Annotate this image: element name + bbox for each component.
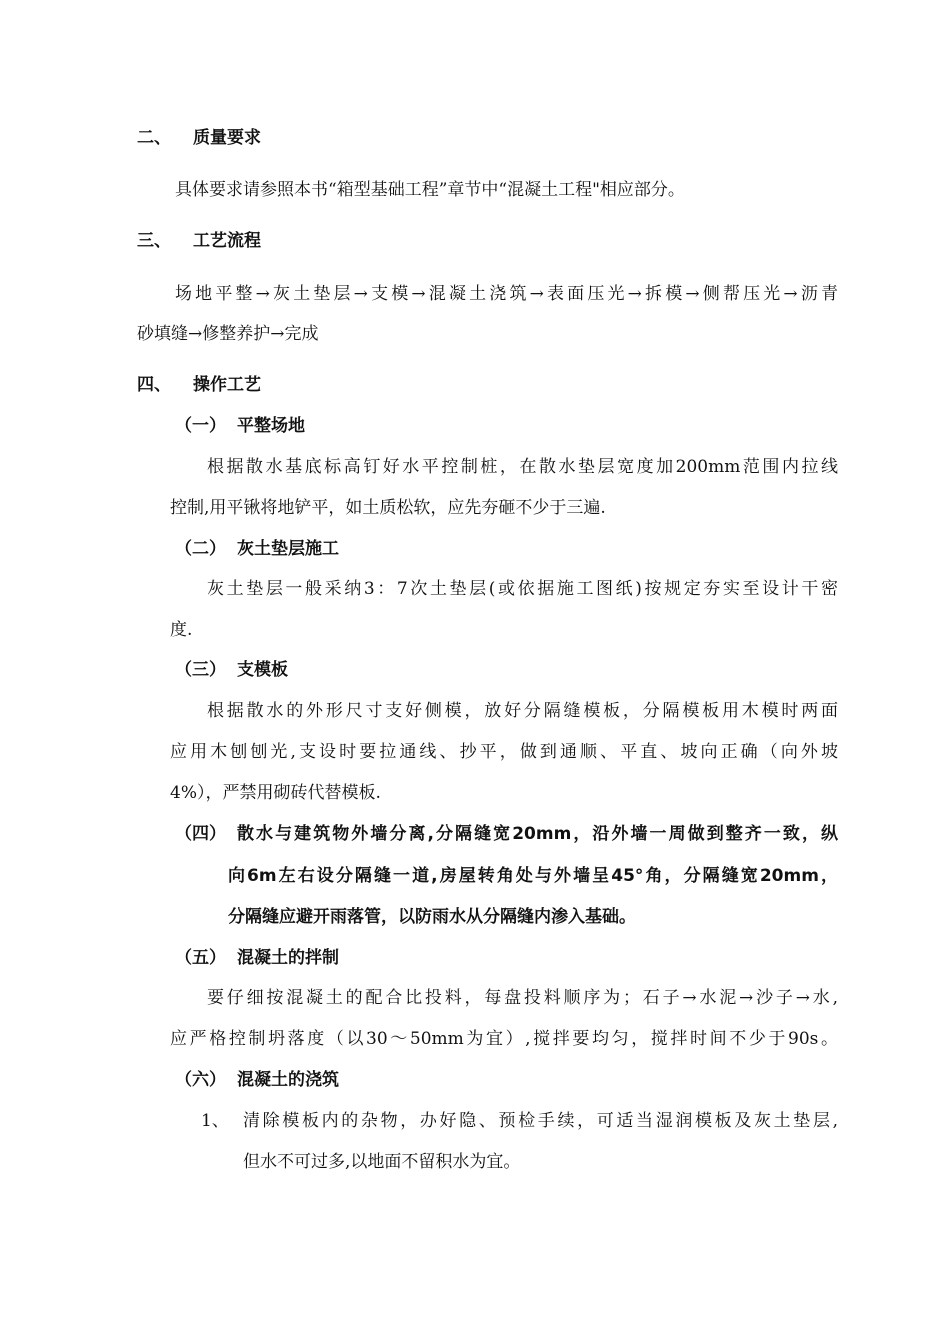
subsection-number: （一）: [175, 416, 226, 436]
section-number: 四、: [137, 375, 171, 395]
list-item-number: 1、: [201, 1111, 229, 1131]
paragraph-cushion-line2: 度.: [170, 620, 193, 640]
subsection-title: 支模板: [237, 660, 288, 680]
paragraph-leveling-line1: 根据散水基底标高钉好水平控制桩，在散水垫层宽度加200mm范围内拉线: [207, 457, 838, 477]
paragraph-process-line2: 砂填缝→修整养护→完成: [137, 324, 319, 344]
paragraph-process-line1: 场地平整→灰土垫层→支模→混凝土浇筑→表面压光→拆模→侧帮压光→沥青: [175, 284, 838, 304]
list-item-pouring-line1: 清除模板内的杂物，办好隐、预检手续，可适当湿润模板及灰土垫层,: [243, 1111, 838, 1131]
paragraph-leveling-line2: 控制,用平锹将地铲平，如土质松软，应先夯砸不少于三遍.: [170, 498, 606, 518]
section-number: 三、: [137, 231, 171, 251]
paragraph-mixing-line2: 应严格控制坍落度（以30～50mm为宜）,搅拌要均匀，搅拌时间不少于90s。: [170, 1029, 838, 1049]
paragraph-quality: 具体要求请参照本书“箱型基础工程”章节中“混凝土工程"相应部分。: [175, 180, 685, 200]
subsection-title: 灰土垫层施工: [237, 539, 339, 559]
subsection-title: 平整场地: [237, 416, 305, 436]
subsection-number: （五）: [175, 948, 226, 968]
section-title: 工艺流程: [193, 231, 261, 251]
subsection-number: （六）: [175, 1070, 226, 1090]
paragraph-formwork-line3: 4%），严禁用砌砖代替模板.: [170, 783, 381, 803]
section-title: 质量要求: [193, 128, 261, 148]
subsection-heading-pouring: [175, 1068, 339, 1092]
section-heading-quality: [137, 126, 261, 150]
subsection-number-separation: （四）: [175, 824, 226, 844]
section-title: 操作工艺: [193, 375, 261, 395]
subsection-heading-formwork: [175, 658, 288, 682]
subsection-heading-cushion: [175, 537, 339, 561]
paragraph-formwork-line1: 根据散水的外形尺寸支好侧模，放好分隔缝模板，分隔模板用木模时两面: [207, 701, 838, 721]
paragraph-mixing-line1: 要仔细按混凝土的配合比投料，每盘投料顺序为；石子→水泥→沙子→水,: [207, 988, 838, 1008]
paragraph-separation-line3: 分隔缝应避开雨落管，以防雨水从分隔缝内渗入基础。: [228, 907, 636, 927]
subsection-heading-mixing: [175, 946, 339, 970]
section-heading-process: [137, 229, 261, 253]
section-heading-operation: [137, 373, 261, 397]
paragraph-cushion-line1: 灰土垫层一般采纳3：7次土垫层(或依据施工图纸)按规定夯实至设计干密: [207, 579, 838, 599]
section-number: 二、: [137, 128, 171, 148]
paragraph-formwork-line2: 应用木刨刨光,支设时要拉通线、抄平，做到通顺、平直、坡向正确（向外坡: [170, 742, 838, 762]
list-item-pouring-line2: 但水不可过多,以地面不留积水为宜。: [243, 1152, 521, 1172]
paragraph-separation-line1: 散水与建筑物外墙分离,分隔缝宽20mm，沿外墙一周做到整齐一致，纵: [237, 824, 838, 844]
paragraph-separation-line2: 向6m左右设分隔缝一道,房屋转角处与外墙呈45°角，分隔缝宽20mm，: [228, 866, 838, 886]
subsection-heading-leveling: [175, 414, 305, 438]
subsection-number: （三）: [175, 660, 226, 680]
subsection-number: （二）: [175, 539, 226, 559]
subsection-title: 混凝土的拌制: [237, 948, 339, 968]
subsection-title: 混凝土的浇筑: [237, 1070, 339, 1090]
